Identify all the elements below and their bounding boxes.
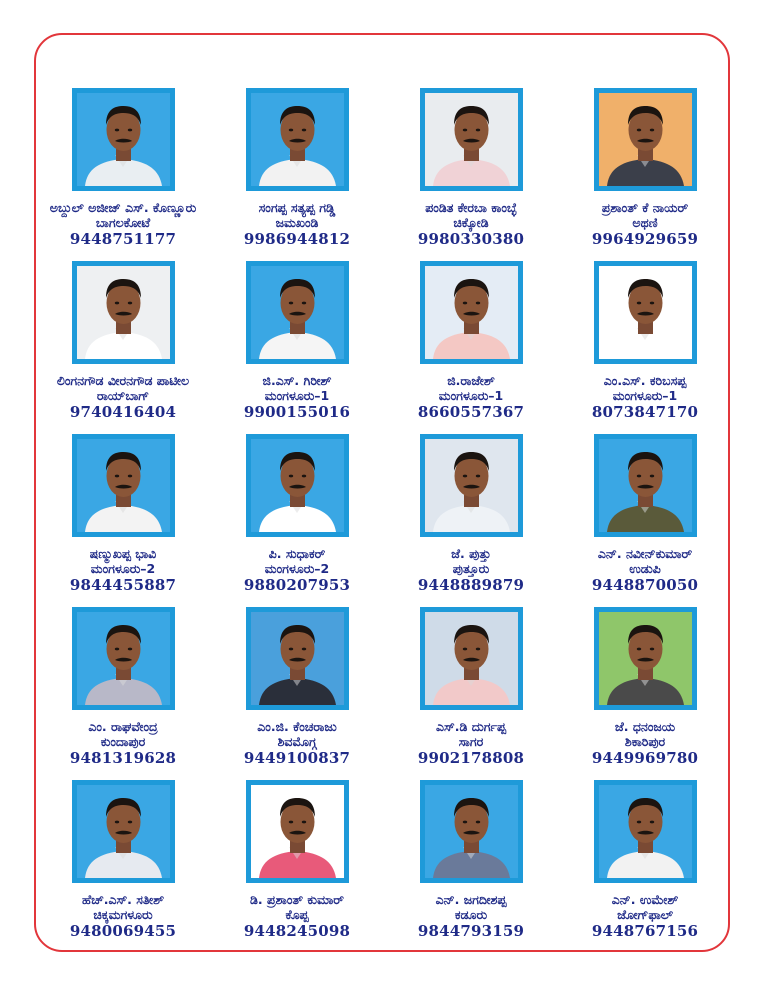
member-name: ಎಂ. ರಾಘವೇಂದ್ರ: [88, 719, 158, 734]
member-phone: 9448751177: [69, 230, 177, 248]
member-phone: 9448767156: [591, 922, 699, 940]
person-portrait: [599, 93, 692, 186]
member-photo: [72, 88, 175, 191]
member-phone: 9448870050: [591, 576, 699, 594]
member-card: [210, 780, 384, 940]
person-portrait: [77, 612, 170, 705]
member-name: ಎಂ.ಎಸ್. ಕರಿಬಸಪ್ಪ: [603, 373, 687, 388]
person-portrait: [251, 612, 344, 705]
member-card: [558, 780, 732, 940]
member-card: [36, 261, 210, 421]
member-place: ಚಿಕ್ಕಮಗಳೂರು: [93, 907, 153, 922]
member-phone: 9964929659: [591, 230, 699, 248]
person-portrait: [425, 266, 518, 359]
member-card: [210, 434, 384, 594]
member-photo: [246, 261, 349, 364]
member-photo: [594, 434, 697, 537]
member-name: ಡಿ. ಪ್ರಶಾಂತ್ ಕುಮಾರ್: [250, 892, 344, 907]
member-phone: 9448245098: [243, 922, 351, 940]
member-photo: [72, 434, 175, 537]
member-photo: [420, 607, 523, 710]
member-phone: 9844793159: [417, 922, 525, 940]
member-photo: [594, 780, 697, 883]
member-phone: 9449100837: [243, 749, 351, 767]
member-name: ಪಂಡಿತ ಕೇರಬಾ ಕಾಂಬ್ಳೆ: [425, 200, 517, 215]
member-phone: 9481319628: [69, 749, 177, 767]
member-place: ಮಂಗಳೂರು–1: [438, 388, 504, 403]
member-card: [558, 88, 732, 248]
member-photo: [420, 434, 523, 537]
member-place: ಕುಂದಾಪುರ: [100, 734, 146, 749]
person-portrait: [425, 93, 518, 186]
member-card: [384, 88, 558, 248]
member-place: ಸಾಗರ: [458, 734, 484, 749]
member-name: ಎನ್. ನವೀನ್‌ಕುಮಾರ್: [597, 546, 693, 561]
member-place: ಚಿಕ್ಕೋಡಿ: [453, 215, 489, 230]
member-name: ಲಿಂಗನಗೌಡ ವೀರನಗೌಡ ಪಾಟೀಲ: [56, 373, 190, 388]
member-name: ಜಿ.ಎಸ್. ಗಿರೀಶ್: [262, 373, 332, 388]
member-name: ಜೆ. ಪುತ್ತು: [451, 546, 491, 561]
member-place: ಪುತ್ತೂರು: [452, 561, 490, 576]
member-place: ಕೊಪ್ಪ: [285, 907, 309, 922]
member-photo: [246, 434, 349, 537]
member-name: ಹೆಚ್.ಎಸ್. ಸತೀಶ್: [81, 892, 165, 907]
member-photo: [594, 88, 697, 191]
member-card: [210, 88, 384, 248]
member-phone: 9448889879: [417, 576, 525, 594]
member-photo: [420, 88, 523, 191]
person-portrait: [599, 266, 692, 359]
member-name: ಜೆ. ಧನಂಜಯ: [614, 719, 676, 734]
member-photo: [246, 607, 349, 710]
member-photo: [246, 88, 349, 191]
member-phone: 9480069455: [69, 922, 177, 940]
member-card: [384, 434, 558, 594]
member-name: ಎಸ್.ಡಿ ದುರ್ಗಪ್ಪ: [436, 719, 506, 734]
member-phone: 9740416404: [69, 403, 177, 421]
person-portrait: [251, 439, 344, 532]
member-place: ಮಂಗಳೂರು–1: [612, 388, 678, 403]
person-portrait: [77, 439, 170, 532]
person-portrait: [599, 612, 692, 705]
person-portrait: [425, 612, 518, 705]
member-card: [558, 261, 732, 421]
member-photo: [594, 261, 697, 364]
member-card: [384, 607, 558, 767]
member-place: ಅಥಣಿ: [632, 215, 658, 230]
member-card: [36, 88, 210, 248]
person-portrait: [251, 266, 344, 359]
member-place: ಕಡೂರು: [454, 907, 488, 922]
member-grid: [36, 88, 732, 940]
member-photo: [246, 780, 349, 883]
member-name: ಷಣ್ಮುಖಪ್ಪ ಭಾವಿ: [89, 546, 157, 561]
member-phone: 9902178808: [417, 749, 525, 767]
member-place: ಜಮಖಂಡಿ: [275, 215, 319, 230]
member-place: ಬಾಗಲಕೋಟೆ: [95, 215, 151, 230]
person-portrait: [599, 439, 692, 532]
member-name: ಎನ್. ಉಮೇಶ್: [611, 892, 679, 907]
person-portrait: [425, 439, 518, 532]
member-name: ಸಂಗಪ್ಪ ಸತ್ಯಪ್ಪ ಗಡ್ಡಿ: [258, 200, 336, 215]
member-photo: [420, 261, 523, 364]
member-card: [384, 261, 558, 421]
member-photo: [72, 261, 175, 364]
member-photo: [594, 607, 697, 710]
member-phone: 9986944812: [243, 230, 351, 248]
person-portrait: [599, 785, 692, 878]
member-card: [36, 780, 210, 940]
member-place: ಜೋಗ್‌ಫಾಲ್: [617, 907, 673, 922]
member-photo: [72, 607, 175, 710]
member-card: [36, 607, 210, 767]
person-portrait: [77, 785, 170, 878]
member-place: ರಾಯ್‌ಬಾಗ್: [96, 388, 150, 403]
member-card: [558, 434, 732, 594]
member-place: ಮಂಗಳೂರು–2: [90, 561, 156, 576]
person-portrait: [251, 93, 344, 186]
member-name: ಎಂ.ಜಿ. ಕೆಂಚರಾಜು: [257, 719, 337, 734]
member-phone: 9900155016: [243, 403, 351, 421]
member-photo: [420, 780, 523, 883]
member-place: ಉಡುಪಿ: [629, 561, 661, 576]
member-name: ಜಿ.ರಾಜೇಶ್: [447, 373, 495, 388]
member-place: ಮಂಗಳೂರು–2: [264, 561, 330, 576]
member-place: ಮಂಗಳೂರು–1: [264, 388, 330, 403]
member-card: [36, 434, 210, 594]
member-phone: 9880207953: [243, 576, 351, 594]
member-name: ಪ್ರಶಾಂತ್ ಕೆ ನಾಯರ್: [601, 200, 689, 215]
person-portrait: [77, 93, 170, 186]
person-portrait: [425, 785, 518, 878]
member-card: [558, 607, 732, 767]
member-place: ಶಿವಮೊಗ್ಗ: [277, 734, 317, 749]
member-phone: 8660557367: [417, 403, 525, 421]
person-portrait: [77, 266, 170, 359]
member-place: ಶಿಕಾರಿಪುರ: [624, 734, 666, 749]
member-name: ಅಬ್ದುಲ್ ಅಜೀಜ್ ಎಸ್. ಕೊಣ್ಣೂರು: [49, 200, 197, 215]
member-phone: 9844455887: [69, 576, 177, 594]
member-phone: 8073847170: [591, 403, 699, 421]
member-name: ಎನ್. ಜಗದೀಶಪ್ಪ: [435, 892, 507, 907]
member-phone: 9980330380: [417, 230, 525, 248]
member-card: [210, 607, 384, 767]
member-phone: 9449969780: [591, 749, 699, 767]
person-portrait: [251, 785, 344, 878]
member-card: [210, 261, 384, 421]
member-name: ಪಿ. ಸುಧಾಕರ್: [268, 546, 326, 561]
member-card: [384, 780, 558, 940]
member-photo: [72, 780, 175, 883]
